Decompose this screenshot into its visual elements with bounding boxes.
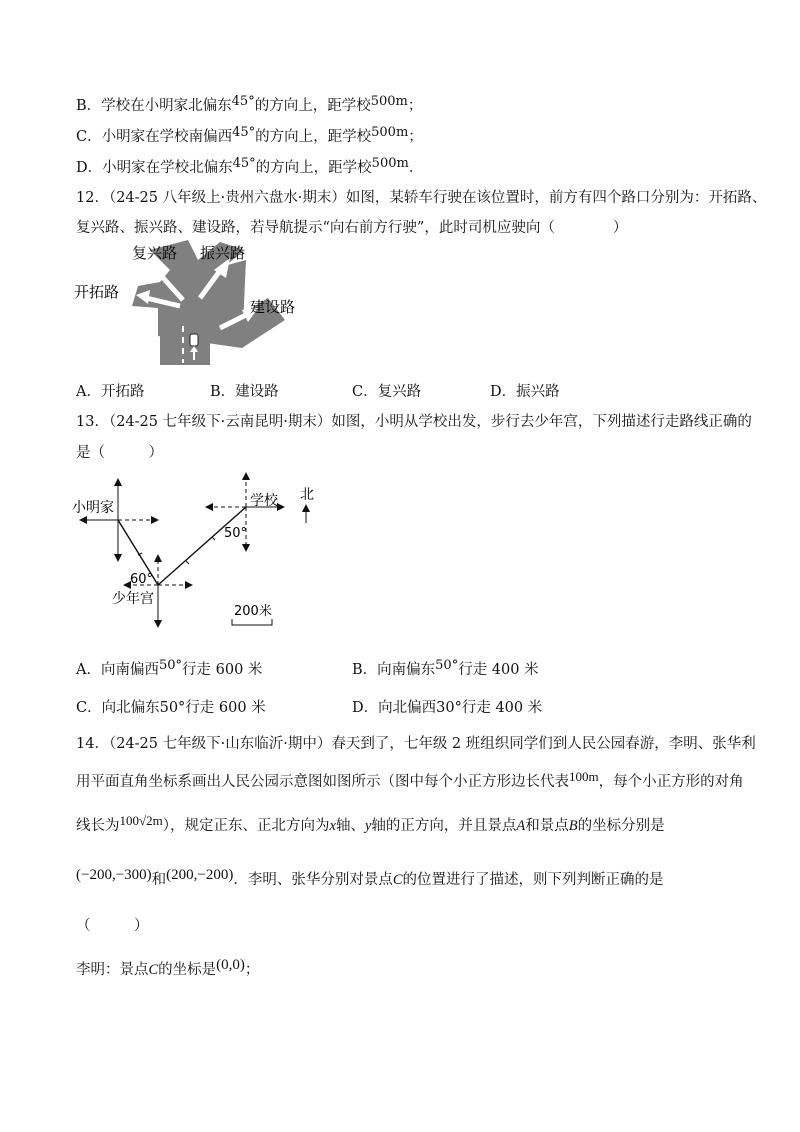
q13-choice-a[interactable]: A．向南偏西50°行走 600 米 [76,658,263,678]
label-school: 学校 [250,493,278,509]
q12-road-figure [70,240,340,370]
q12-choice-d[interactable]: D．振兴路 [490,384,560,400]
label-home: 小明家 [72,500,114,516]
car-icon [190,334,198,346]
q12-choice-b[interactable]: B．建设路 [210,384,279,400]
q13-route-figure [68,465,328,635]
path-school-palace [158,507,246,585]
q13-choice-c[interactable]: C．向北偏东50°行走 600 米 [76,700,266,716]
label-jianshe: 建设路 [250,298,296,316]
scale-label: 200米 [234,604,272,619]
q14-stem-line3: 线长为100√2m），规定正东、正北方向为x轴、y轴的正方向，并且景点A和景点B的坐标分别是 [76,813,665,834]
q11-option-b: B．学校在小明家北偏东45°的方向上，距学校500m； [76,94,423,114]
label-fuxing: 复兴路 [132,244,178,262]
q11-option-c: C．小明家在学校南偏西45°的方向上，距学校500m； [76,125,423,145]
label-palace: 少年宫 [112,591,154,607]
q14-stem-line1: 14．（24-25 七年级下·山东临沂·期中）春天到了，七年级 2 班组织同学们到人民公园春游，李明、张华利 [76,736,756,752]
q14-answer-paren: （ ） [76,918,149,934]
q12-choice-a[interactable]: A．开拓路 [76,384,145,400]
q12-choice-c[interactable]: C．复兴路 [352,384,422,400]
north-label: 北 [300,487,314,503]
q14-stem-line2: 用平面直角坐标系画出人民公园示意图如图所示（图中每个小正方形边长代表100m，每个小正方形的对角 [76,769,744,790]
label-zhenxing: 振兴路 [200,244,246,262]
q12-stem-line2: 复兴路、振兴路、建设路，若导航提示“向右前方行驶”，此时司机应驶向（ ） [76,220,628,236]
q13-stem-line2: 是（ ） [76,445,163,461]
q14-stem-line4: (−200,−300)和(200,−200)．李明、张华分别对景点C的位置进行了描述，则下列判断正确的是 [76,867,664,888]
scale-bar [232,619,272,625]
q13-choice-b[interactable]: B．向南偏东50°行走 400 米 [352,658,539,678]
q13-stem-line1: 13．（24-25 七年级下·云南昆明·期末）如图，小明从学校出发，步行去少年宫，下列描述行走路线正确的 [76,414,752,430]
q14-liming-statement: 李明：景点C的坐标是(0,0)； [76,957,260,978]
q12-stem-line1: 12．（24-25 八年级上·贵州六盘水·期末）如图，某轿车行驶在该位置时，前方有四个路口分别为：开拓路、 [76,190,767,206]
angle-50: 50° [224,526,248,541]
angle-60: 60° [130,572,154,587]
q11-option-d: D．小明家在学校北偏东45°的方向上，距学校500m． [76,156,424,176]
label-kaituo: 开拓路 [74,283,120,301]
q13-choice-d[interactable]: D．向北偏西30°行走 400 米 [352,700,543,716]
